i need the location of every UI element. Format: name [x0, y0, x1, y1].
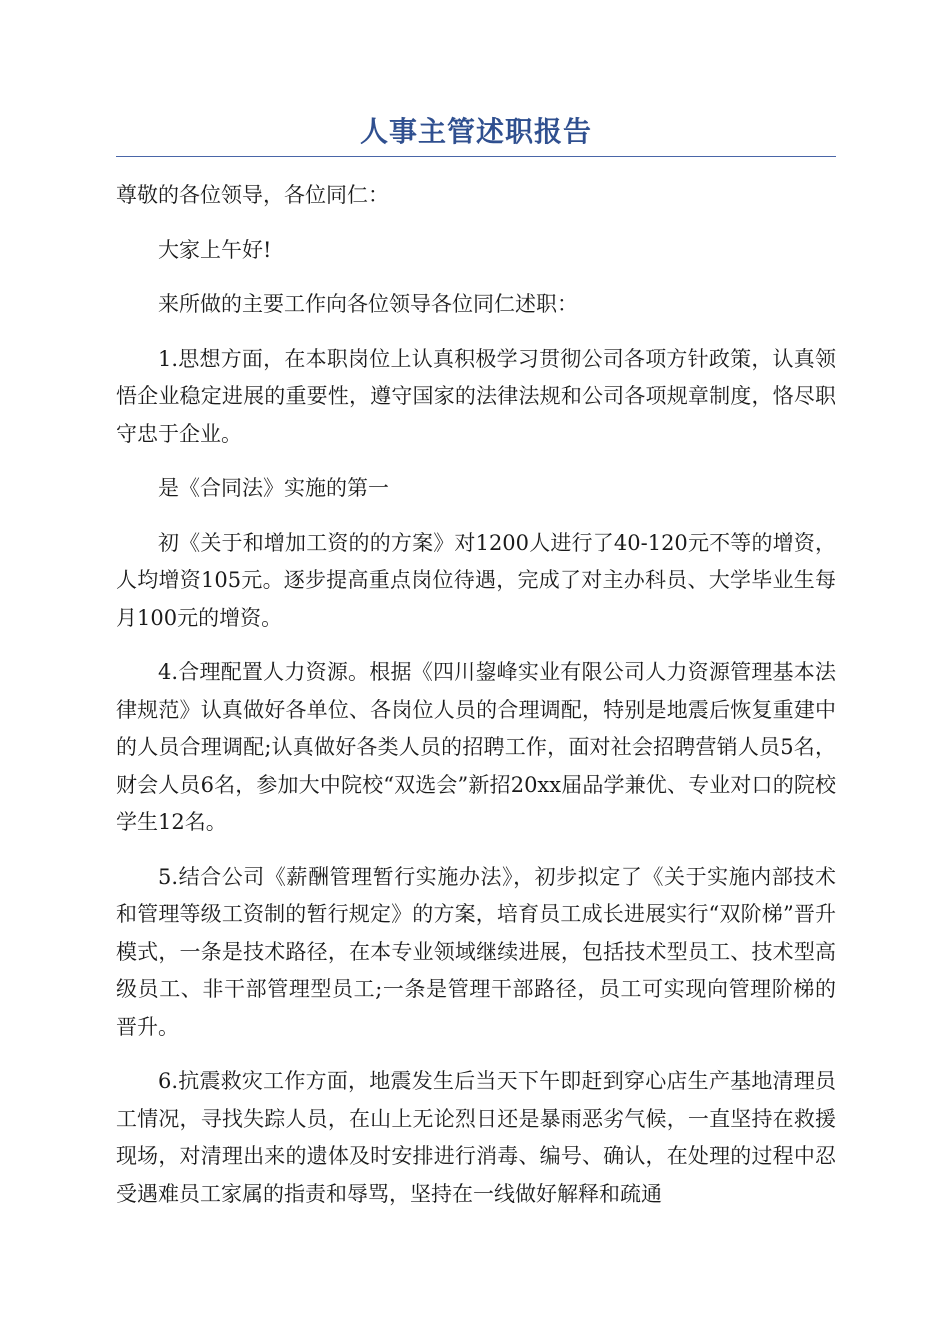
document-title: 人事主管述职报告 — [359, 115, 592, 148]
paragraph-opening: 大家上午好! — [158, 237, 272, 262]
document-page — [116, 110, 836, 1230]
greeting-line: 尊敬的各位领导，各位同仁： — [116, 183, 389, 207]
paragraph-salary-increase: 初《关于和增加工资的的方案》对1200人进行了40-120元不等的增资，人均增资105元。逐步提高重点岗位待遇，完成了对主办科员、大学毕业生每月100元的增资。 — [116, 530, 836, 630]
title-underline — [116, 156, 836, 157]
paragraph-intro: 来所做的主要工作向各位领导各位同仁述职： — [158, 292, 578, 316]
paragraph-hr-allocation: 4.合理配置人力资源。根据《四川鋆峰实业有限公司人力资源管理基本法律规范》认真做好各单位、各岗位人员的合理调配，特别是地震后恢复重建中的人员合理调配;认真做好各类人员的招聘工作，面对社会招聘营销人员5名，财会人员6名，参加大中院校“双选会”新招20xx届品学兼优、专业对口的院校学生12名。 — [116, 660, 836, 834]
paragraph-contract-law: 是《合同法》实施的第一 — [158, 476, 389, 500]
paragraph-earthquake-relief: 6.抗震救灾工作方面，地震发生后当天下午即赶到穿心店生产基地清理员工情况，寻找失踪人员，在山上无论烈日还是暴雨恶劣气候，一直坚持在救援现场，对清理出来的遗体及时安排进行消毒、编号、确认，在处理的过程中忍受遇难员工家属的指责和辱骂，坚持在一线做好解释和疏通 — [116, 1069, 836, 1206]
paragraph-ideology: 1.思想方面，在本职岗位上认真积极学习贯彻公司各项方针政策，认真领悟企业稳定进展的重要性，遵守国家的法律法规和公司各项规章制度，恪尽职守忠于企业。 — [116, 346, 836, 446]
paragraph-compensation-plan: 5.结合公司《薪酬管理暂行实施办法》，初步拟定了《关于实施内部技术和管理等级工资制的暂行规定》的方案，培育员工成长进展实行“双阶梯”晋升模式，一条是技术路径，在本专业领域继续进展，包括技术型员工、技术型高级员工、非干部管理型员工;一条是管理干部路径，员工可实现向管理阶梯的晋升。 — [116, 864, 836, 1039]
